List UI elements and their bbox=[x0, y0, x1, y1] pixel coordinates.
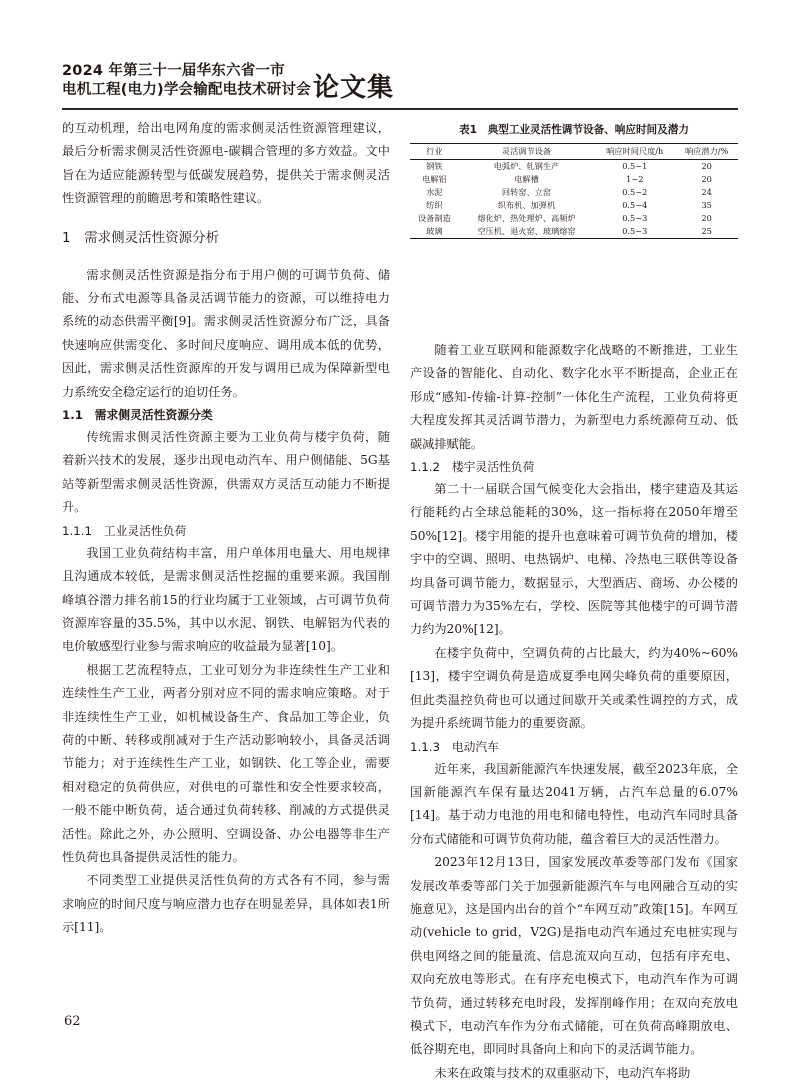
header-rule bbox=[62, 108, 738, 110]
paragraph: 传统需求侧灵活性资源主要为工业负荷与楼宇负荷，随着新兴技术的发展，逐步出现电动汽车、用户侧储能、5G基站等新型需求侧灵活性资源，供需双方灵活互动能力不断提升。 bbox=[62, 430, 390, 515]
table-cell: 20 bbox=[701, 161, 712, 171]
table-cell: 回转窑、立窑 bbox=[501, 187, 552, 197]
table-cell: 电弧炉、轧钢生产 bbox=[493, 161, 560, 171]
paragraph: 2023年12月13日，国家发展改革委等部门发布《国家发展改革委等部门关于加强新能源汽车与电网融合互动的实施意见》，这是国内出台的首个“车网互动”政策[15]。车网互动(vehicle to grid，V2G)是指电动汽车通过充电桩实现与供电网络之间的能量流、信息流双向互动，包括有序充电、双向充放电等形式。在有序充电模式下，电动汽车作为可调节负荷，通过转移充电时段，发挥削峰作用；在双向充放电模式下，电动汽车作为分布式储能，可在负荷高峰期放电、低谷期充电，即同时具备向上和向下的灵活调节能力。 bbox=[410, 855, 738, 1057]
paragraph: 需求侧灵活性资源是指分布于用户侧的可调节负荷、储能、分布式电源等具备灵活调节能力的资源，可以维持电力系统的动态供需平衡[9]。需求侧灵活性资源分布广泛，具备快速响应供需变化、多时间尺度响应、调用成本低的优势，因此，需求侧灵活性资源库的开发与调用已成为保障新型电力系统安全稳定运行的迫切任务。 bbox=[62, 267, 390, 399]
subsection-1-1-3-heading: 1.1.3 电动汽车 bbox=[410, 739, 500, 754]
table-cell: 0.5~3 bbox=[622, 213, 648, 223]
subsection-1-1-heading: 1.1 需求侧灵活性资源分类 bbox=[62, 408, 213, 423]
table-cell: 1~2 bbox=[626, 174, 644, 184]
table-title: 表1 典型工业灵活性调节设备、响应时间及潜力 bbox=[459, 124, 689, 136]
table-cell: 织布机、加弹机 bbox=[497, 200, 556, 210]
table-cell: 熔化炉、热处理炉、高频炉 bbox=[477, 213, 576, 223]
table-cell: 24 bbox=[701, 187, 712, 197]
table-cell: 水泥 bbox=[426, 187, 443, 197]
left-column bbox=[62, 117, 390, 940]
table-cell: 20 bbox=[701, 174, 712, 184]
journal-header bbox=[62, 62, 482, 100]
table-cell: 空压机、退火窑、玻璃熔窑 bbox=[459, 225, 595, 239]
table-cell: 0.5~3 bbox=[594, 225, 675, 239]
table-header-cell: 响应潜力/% bbox=[675, 144, 738, 160]
table-row bbox=[410, 199, 738, 212]
paragraph: 未来在政策与技术的双重驱动下，电动汽车将助 bbox=[434, 1065, 691, 1080]
page-number: 62 bbox=[64, 1014, 81, 1029]
table-cell: 20 bbox=[701, 213, 712, 223]
table-cell: 0.5~2 bbox=[622, 187, 648, 197]
table-header-cell: 行业 bbox=[410, 144, 459, 160]
table-cell: 玻璃 bbox=[410, 225, 459, 239]
table-cell: 电解槽 bbox=[514, 174, 539, 184]
table-cell: 钢铁 bbox=[426, 161, 443, 171]
subsection-1-1-2-heading: 1.1.2 楼宇灵活性负荷 bbox=[410, 460, 535, 475]
header-title-big: 论文集 bbox=[313, 73, 395, 103]
paragraph: 随着工业互联网和能源数字化战略的不断推进，工业生产设备的智能化、自动化、数字化水平不断提高，企业正在形成“感知-传输-计算-控制”一体化生产流程，工业负荷将更大程度发挥其灵活调节潜力，为新型电力系统源荷互动、低碳减排赋能。 bbox=[410, 343, 738, 451]
table-cell: 35 bbox=[701, 200, 712, 210]
table-cell: 0.5~1 bbox=[622, 161, 648, 171]
table-header-cell: 响应时间尺度/h bbox=[594, 144, 675, 160]
table-row bbox=[410, 212, 738, 225]
paragraph: 在楼宇负荷中，空调负荷的占比最大，约为40%~60%[13]，楼宇空调负荷是造成夏季电网尖峰负荷的重要原因，但此类温控负荷也可以通过间歇开关或柔性调控的方式，成为提升系统调节能力的重要资源。 bbox=[410, 645, 738, 731]
paragraph: 我国工业负荷结构丰富，用户单体用电量大、用电规律且沟通成本较低，是需求侧灵活性挖掘的重要来源。我国削峰填谷潜力排名前15的行业均属于工业领域，占可调节负荷资源库容量的35.5%，其中以水泥、钢铁、电解铝为代表的电价敏感型行业参与需求响应的收益最为显著[10]。 bbox=[62, 545, 390, 654]
table-row bbox=[410, 173, 738, 186]
table-cell: 设备制造 bbox=[417, 213, 451, 223]
subsection-1-1-1-heading: 1.1.1 工业灵活性负荷 bbox=[62, 523, 187, 538]
intro-paragraph: 的互动机理，给出电网角度的需求侧灵活性资源管理建议，最后分析需求侧灵活性资源电-碳耦合管理的多方效益。文中旨在为适应能源转型与低碳发展趋势，提供关于需求侧灵活性资源管理的前瞻思考和策略性建议。 bbox=[62, 121, 390, 206]
header-line-1: 2024 年第三十一届华东六省一市 bbox=[62, 63, 285, 79]
table-1 bbox=[410, 122, 738, 239]
section-1-heading: 1 需求侧灵活性资源分析 bbox=[62, 229, 220, 246]
table-cell: 0.5~4 bbox=[622, 200, 648, 210]
right-column bbox=[410, 339, 738, 1085]
paragraph: 近年来，我国新能源汽车快速发展，截至2023年底，全国新能源汽车保有量达2041万辆，占汽车总量的6.07%[14]。基于动力电池的用电和储电特性，电动汽车同时具备分布式储能和可调节负荷功能，蕴含着巨大的灵活性潜力。 bbox=[410, 761, 738, 846]
table-row bbox=[410, 225, 738, 239]
table-grid bbox=[410, 143, 738, 239]
table-cell: 电解铝 bbox=[422, 174, 447, 184]
table-row bbox=[410, 186, 738, 199]
paragraph: 不同类型工业提供灵活性负荷的方式各有不同，参与需求响应的时间尺度与响应潜力也存在明显差异，具体如表1所示[11]。 bbox=[62, 873, 390, 935]
table-header-cell: 灵活调节设备 bbox=[459, 144, 595, 160]
paragraph: 第二十一届联合国气候变化大会指出，楼宇建造及其运行能耗约占全球总能耗的30%，这一指标将在2050年增至50%[12]。楼宇用能的提升也意味着可调节负荷的增加，楼宇中的空调、照明、电热锅炉、电梯、冷热电三联供等设备均具备可调节能力，数据显示，大型酒店、商场、办公楼的可调节潜力为35%左右，学校、医院等其他楼宇的可调节潜力约为20%[12]。 bbox=[410, 482, 738, 637]
table-header-row bbox=[410, 144, 738, 160]
table-row bbox=[410, 160, 738, 174]
table-cell: 25 bbox=[675, 225, 738, 239]
table-cell: 纺织 bbox=[426, 200, 443, 210]
paragraph: 根据工艺流程特点，工业可划分为非连续性生产工业和连续性生产工业，两者分别对应不同的需求响应策略。对于非连续性生产工业，如机械设备生产、食品加工等企业，负荷的中断、转移或削减对于生产活动影响较小，具备灵活调节能力；对于连续性生产工业，如钢铁、化工等企业，需要相对稳定的负荷供应，对供电的可靠性和安全性要求较高，一般不能中断负荷，适合通过负荷转移、削减的方式提供灵活性。除此之外，办公照明、空调设备、办公电器等非生产性负荷也具备提供灵活性的能力。 bbox=[62, 662, 390, 864]
header-line-2: 电机工程(电力)学会输配电技术研讨会 bbox=[62, 82, 311, 98]
